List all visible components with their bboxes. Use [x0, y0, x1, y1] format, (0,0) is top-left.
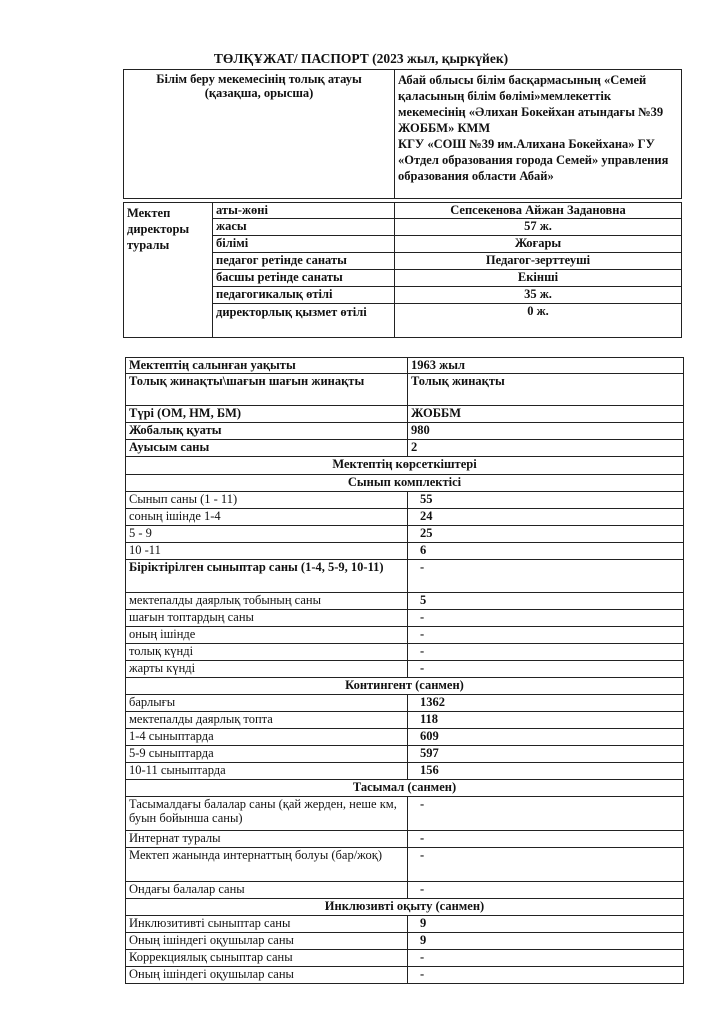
- contingent-row-label: 10-11 сыныптарда: [126, 763, 408, 780]
- class-row-value: -: [408, 610, 684, 627]
- org-table: [123, 69, 682, 199]
- inclusive-row-value: 9: [408, 916, 684, 933]
- class-row-value: -: [408, 644, 684, 661]
- inclusive-row-value: 9: [408, 933, 684, 950]
- school-row-value: Толық жинақты: [408, 374, 684, 406]
- director-row-label: педагог ретінде санаты: [213, 253, 395, 270]
- director-row-value: Екінші: [395, 270, 682, 287]
- director-row-value: Жоғары: [395, 236, 682, 253]
- inclusive-row-label: Инклюзитивті сыныптар саны: [126, 916, 408, 933]
- director-row-value: 0 ж.: [395, 304, 682, 338]
- inclusive-header: Инклюзивті оқыту (санмен): [126, 899, 684, 916]
- class-row-label: мектепалды даярлық тобының саны: [126, 593, 408, 610]
- class-row-value: 55: [408, 492, 684, 509]
- class-row-label: жарты күнді: [126, 661, 408, 678]
- transport-row-label: Мектеп жанында интернаттың болуы (бар/жоқ): [126, 848, 408, 882]
- school-row-label: Жобалық қуаты: [126, 423, 408, 440]
- transport-row-value: -: [408, 797, 684, 831]
- class-row-label: оның ішінде: [126, 627, 408, 644]
- class-row-label: Сынып саны (1 - 11): [126, 492, 408, 509]
- inclusive-row-label: Коррекциялық сыныптар саны: [126, 950, 408, 967]
- class-row-value: 24: [408, 509, 684, 526]
- director-row-label: аты-жөні: [213, 203, 395, 219]
- class-header: Сынып комплектісі: [126, 475, 684, 492]
- director-row-value: Сепсекенова Айжан Задановна: [395, 203, 682, 219]
- transport-header: Тасымал (санмен): [126, 780, 684, 797]
- org-value-ru: КГУ «СОШ №39 им.Алихана Бокейхана» ГУ «Отдел образования города Семей» управления образования области Абай»: [398, 137, 669, 183]
- class-row-value: -: [408, 661, 684, 678]
- contingent-row-label: мектепалды даярлық топта: [126, 712, 408, 729]
- school-row-value: 1963 жыл: [408, 358, 684, 374]
- inclusive-row-label: Оның ішіндегі оқушылар саны: [126, 967, 408, 984]
- contingent-row-label: 5-9 сыныптарда: [126, 746, 408, 763]
- class-row-label: 10 -11: [126, 543, 408, 560]
- transport-row-value: -: [408, 882, 684, 899]
- director-row-value: Педагог-зерттеуші: [395, 253, 682, 270]
- director-group-label: Мектеп директоры туралы: [124, 203, 213, 338]
- school-row-value: 980: [408, 423, 684, 440]
- transport-row-value: -: [408, 831, 684, 848]
- class-row-value: 25: [408, 526, 684, 543]
- contingent-row-value: 1362: [408, 695, 684, 712]
- class-row-value: 5: [408, 593, 684, 610]
- indicators-header: Мектептің көрсеткіштері: [126, 457, 684, 475]
- class-row-label: соның ішінде 1-4: [126, 509, 408, 526]
- org-value: [395, 70, 682, 199]
- director-table: [123, 202, 682, 338]
- director-row-label: жасы: [213, 219, 395, 236]
- director-row-value: 35 ж.: [395, 287, 682, 304]
- document-title: ТӨЛҚҰЖАТ/ ПАСПОРТ (2023 жыл, қыркүйек): [213, 51, 509, 66]
- school-row-value: ЖОББМ: [408, 406, 684, 423]
- director-row-label: директорлық қызмет өтілі: [213, 304, 395, 338]
- director-row-label: педагогикалық өтілі: [213, 287, 395, 304]
- inclusive-row-value: -: [408, 967, 684, 984]
- contingent-header: Контингент (санмен): [126, 678, 684, 695]
- class-row-value: 6: [408, 543, 684, 560]
- school-row-label: Ауысым саны: [126, 440, 408, 457]
- contingent-row-value: 609: [408, 729, 684, 746]
- transport-row-label: Ондағы балалар саны: [126, 882, 408, 899]
- org-label: Білім беру мекемесінің толық атауы (қазақша, орысша): [124, 70, 395, 199]
- class-row-value: -: [408, 560, 684, 593]
- school-row-value: 2: [408, 440, 684, 457]
- transport-row-label: Интернат туралы: [126, 831, 408, 848]
- school-row-label: Толық жинақты\шағын шағын жинақты: [126, 374, 408, 406]
- class-row-label: 5 - 9: [126, 526, 408, 543]
- class-row-value: -: [408, 627, 684, 644]
- inclusive-row-value: -: [408, 950, 684, 967]
- contingent-row-label: барлығы: [126, 695, 408, 712]
- contingent-row-label: 1-4 сыныптарда: [126, 729, 408, 746]
- class-row-label: шағын топтардың саны: [126, 610, 408, 627]
- director-row-value: 57 ж.: [395, 219, 682, 236]
- org-value-kz: Абай облысы білім басқармасының «Семей қаласының білім бөлімі»мемлекеттік мекемесінің «Әлихан Бокейхан атындағы №39 ЖОББМ» КММ: [398, 73, 664, 135]
- class-row-label: Біріктірілген сыныптар саны (1-4, 5-9, 10-11): [126, 560, 408, 593]
- contingent-row-value: 156: [408, 763, 684, 780]
- class-row-label: толық күнді: [126, 644, 408, 661]
- school-table: [125, 357, 684, 984]
- director-row-label: білімі: [213, 236, 395, 253]
- transport-row-label: Тасымалдағы балалар саны (қай жерден, неше км, буын бойынша саны): [126, 797, 408, 831]
- school-row-label: Түрі (ОМ, НМ, БМ): [126, 406, 408, 423]
- school-row-label: Мектептің салынған уақыты: [126, 358, 408, 374]
- director-row-label: басшы ретінде санаты: [213, 270, 395, 287]
- transport-row-value: -: [408, 848, 684, 882]
- inclusive-row-label: Оның ішіндегі оқушылар саны: [126, 933, 408, 950]
- contingent-row-value: 597: [408, 746, 684, 763]
- contingent-row-value: 118: [408, 712, 684, 729]
